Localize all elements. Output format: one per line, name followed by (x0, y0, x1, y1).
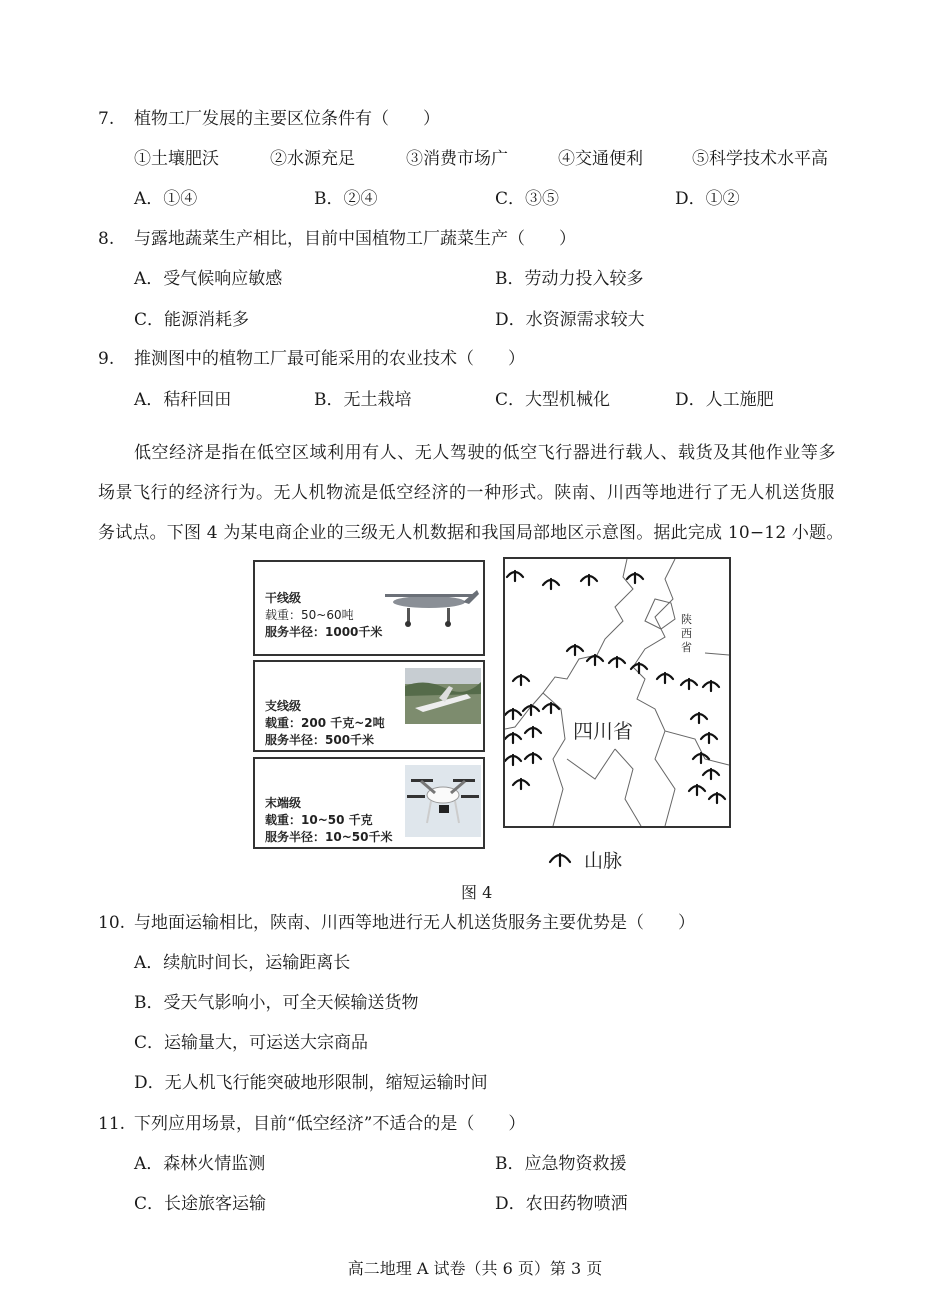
drone-radius: 服务半径：1000千米 (265, 625, 383, 639)
item: ④交通便利 (558, 149, 643, 169)
quadcopter-photo (405, 765, 481, 837)
legend-label: 山脉 (584, 850, 623, 872)
drone-radius: 服务半径：500千米 (265, 733, 375, 747)
item: ②水源充足 (270, 149, 355, 169)
item: ③消费市场广 (406, 149, 508, 169)
item: ①土壤肥沃 (134, 149, 219, 169)
drone-panel-terminal (253, 757, 485, 849)
province-label-sichuan: 四川省 (573, 719, 633, 743)
branch-drone-photo (405, 668, 481, 724)
option-b: B．②④ (314, 189, 378, 209)
item: ⑤科学技术水平高 (692, 149, 828, 169)
option-d: D．无人机飞行能突破地形限制，缩短运输时间 (134, 1073, 488, 1093)
question-number: 8. (98, 229, 115, 249)
drone-level: 支线级 (265, 699, 302, 713)
figure-caption: 图 4 (461, 883, 493, 902)
question-stem: 植物工厂发展的主要区位条件有（ ） (134, 109, 440, 129)
option-d: D．人工施肥 (675, 390, 774, 410)
option-c: C．运输量大，可运送大宗商品 (134, 1033, 369, 1053)
passage-line: 场景飞行的经济行为。无人机物流是低空经济的一种形式。陕南、川西等地进行了无人机送货服 (98, 483, 836, 503)
option-b: B．劳动力投入较多 (495, 269, 644, 289)
question-stem: 推测图中的植物工厂最可能采用的农业技术（ ） (134, 349, 525, 369)
drone-load: 载重：10~50 千克 (265, 813, 373, 827)
province-label-shaanxi: 陕 西 省 (681, 613, 692, 654)
option-b: B．无土栽培 (314, 390, 412, 410)
drone-level: 干线级 (265, 591, 302, 605)
drone-load: 载重：50~60吨 (265, 608, 354, 622)
option-a: A．①④ (134, 189, 198, 209)
passage-line: 低空经济是指在低空区域利用有人、无人驾驶的低空飞行器进行载人、载货及其他作业等多 (134, 443, 836, 463)
question-number: 10. (98, 913, 126, 933)
option-b: B．受天气影响小，可全天候输送货物 (134, 993, 419, 1013)
question-number: 7. (98, 109, 115, 129)
question-stem: 与露地蔬菜生产相比，目前中国植物工厂蔬菜生产（ ） (134, 229, 576, 249)
option-a: A．森林火情监测 (134, 1154, 266, 1174)
drone-panel-trunk (253, 560, 485, 656)
mountain-symbols (505, 559, 729, 826)
drone-load: 载重：200 千克~2吨 (265, 716, 385, 730)
option-c: C．大型机械化 (495, 390, 611, 410)
question-number: 9. (98, 349, 115, 369)
option-c: C．能源消耗多 (134, 310, 250, 330)
fixed-wing-drone-image (377, 572, 481, 632)
sichuan-map (503, 557, 731, 828)
option-a: A．续航时间长，运输距离长 (134, 953, 351, 973)
drone-level: 末端级 (265, 796, 302, 810)
mountain-legend-icon (548, 846, 576, 868)
passage-line: 务试点。下图 4 为某电商企业的三级无人机数据和我国局部地区示意图。据此完成 10−12 小题。 (98, 523, 844, 543)
option-c: C．③⑤ (495, 189, 560, 209)
question-stem: 下列应用场景，目前“低空经济”不适合的是（ ） (134, 1114, 526, 1134)
option-d: D．①② (675, 189, 740, 209)
option-a: A．秸秆回田 (134, 390, 232, 410)
drone-panel-branch (253, 660, 485, 752)
question-number: 11. (98, 1114, 126, 1134)
drone-radius: 服务半径：10~50千米 (265, 830, 393, 844)
page-footer: 高二地理 A 试卷（共 6 页）第 3 页 (347, 1259, 603, 1278)
option-a: A．受气候响应敏感 (134, 269, 283, 289)
option-b: B．应急物资救援 (495, 1154, 627, 1174)
option-d: D．水资源需求较大 (495, 310, 645, 330)
option-d: D．农田药物喷洒 (495, 1194, 628, 1214)
question-stem: 与地面运输相比，陕南、川西等地进行无人机送货服务主要优势是（ ） (134, 913, 695, 933)
option-c: C．长途旅客运输 (134, 1194, 267, 1214)
